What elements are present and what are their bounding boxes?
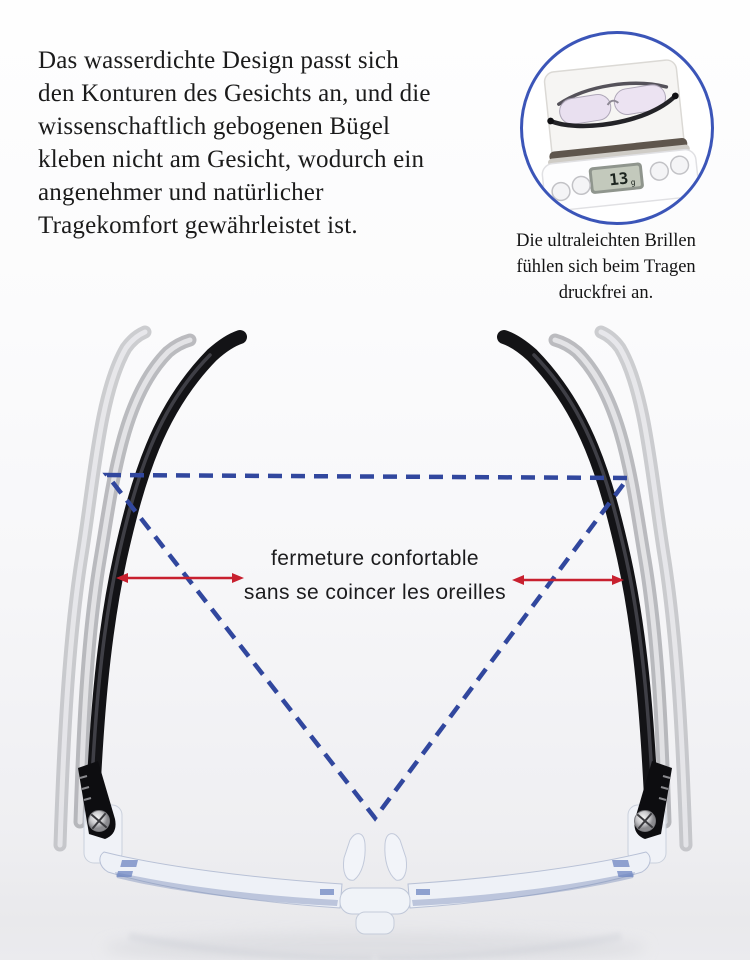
caption-line: fühlen sich beim Tragen: [516, 257, 696, 277]
intro-line: Das wasserdichte Design passt sich: [38, 47, 399, 74]
glasses-front: [78, 761, 672, 934]
fold-triangle-dashed: [107, 475, 628, 818]
scale-display-value: 13: [608, 168, 630, 190]
ground-shadow: [103, 932, 647, 960]
glasses-fold-illustration: [0, 300, 750, 960]
hinge-serrations: [80, 776, 670, 800]
fold-label-line: sans se coincer les oreilles: [243, 581, 507, 604]
width-arrow-left: [116, 573, 244, 583]
intro-line: kleben nicht am Gesicht, wodurch ein: [38, 146, 425, 173]
temple-black-right: [504, 337, 654, 818]
intro-line: den Konturen des Gesichts an, und die: [38, 80, 431, 107]
hinge-screw-right: [635, 811, 656, 832]
intro-paragraph: [38, 44, 528, 242]
caption-line: druckfrei an.: [558, 283, 654, 303]
width-arrow-right: [512, 575, 624, 585]
fold-label-line: fermeture confortable: [270, 547, 479, 570]
weight-caption: [492, 228, 720, 306]
hinge-screw-left: [89, 811, 110, 832]
fold-comfort-label: [244, 542, 506, 610]
caption-line: Die ultraleichten Brillen: [516, 231, 696, 251]
nose-pad-left: [343, 834, 365, 881]
scale-display-unit: g: [630, 177, 636, 188]
nose-bridge-foot: [356, 912, 394, 934]
weight-proof-circle: [520, 31, 714, 225]
digital-scale: [532, 58, 700, 212]
scale-illustration: [524, 36, 710, 222]
nose-bridge: [340, 888, 410, 914]
intro-line: Tragekomfort gewährleistet ist.: [38, 212, 358, 239]
nose-pad-right: [385, 834, 407, 881]
intro-line: angenehmer und natürlicher: [38, 179, 324, 206]
intro-line: wissenschaftlich gebogenen Bügel: [38, 113, 391, 140]
